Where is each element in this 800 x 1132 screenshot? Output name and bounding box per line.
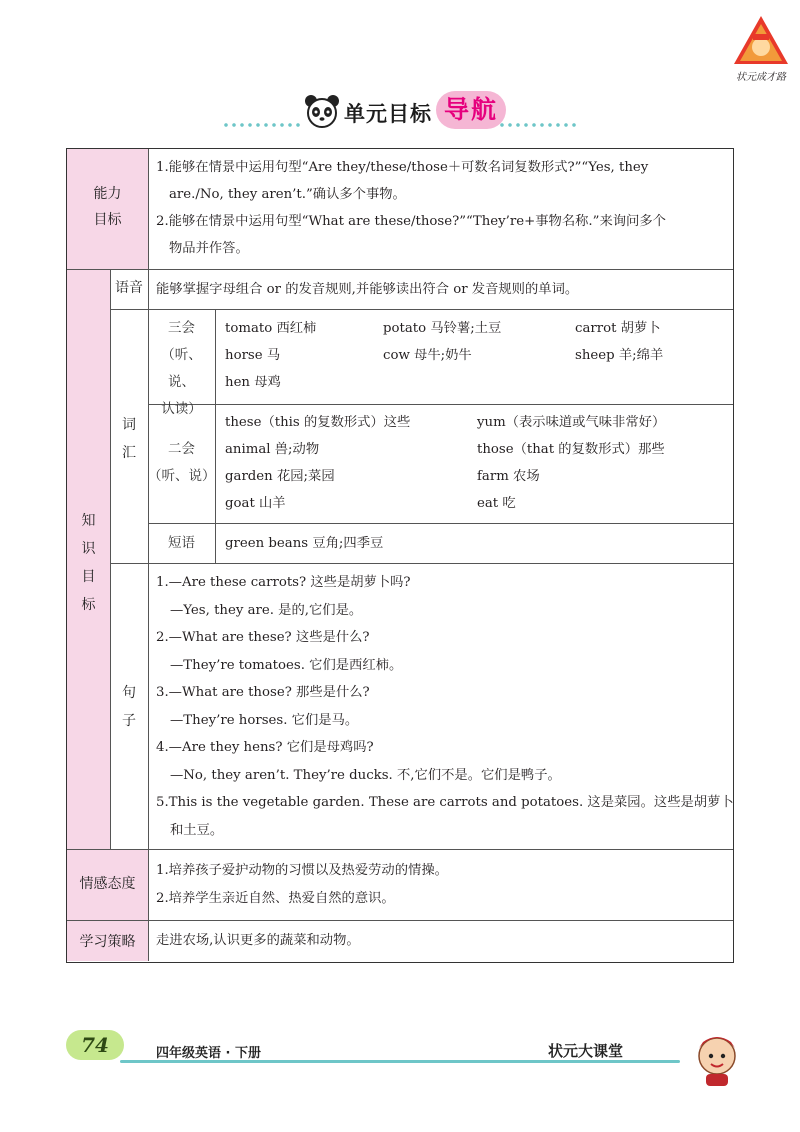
word-item: garden 花园;菜园 bbox=[225, 469, 335, 484]
word-item: eat 吃 bbox=[477, 496, 516, 511]
page-number: 74 bbox=[66, 1030, 124, 1060]
sentence-line: 5.This is the vegetable garden. These are carrots and potatoes. 这是菜园。这些是胡萝卜 bbox=[156, 795, 734, 810]
sentence-line: —No, they aren’t. They’re ducks. 不,它们不是。它们是鸭子。 bbox=[170, 767, 561, 783]
sentences-label: 句 子 bbox=[122, 685, 136, 729]
ability-line: 1.能够在情景中运用句型“Are they/these/those＋可数名词复数形式?”“Yes, they bbox=[156, 160, 649, 175]
word-item: these（this 的复数形式）这些 bbox=[225, 415, 411, 430]
word-item: cow 母牛;奶牛 bbox=[383, 348, 472, 363]
word-item: those（that 的复数形式）那些 bbox=[477, 442, 665, 457]
two-skill-label: 二会 （听、说） bbox=[148, 441, 216, 484]
attitude-label: 情感态度 bbox=[79, 876, 136, 892]
vocab-label: 词 汇 bbox=[122, 417, 136, 461]
sentence-line: 2.—What are these? 这些是什么? bbox=[156, 630, 370, 645]
word-item: goat 山羊 bbox=[225, 496, 286, 511]
three-skill-label: 三会 （听、说、 认读） bbox=[161, 320, 202, 417]
sentence-line: —Yes, they are. 是的,它们是。 bbox=[170, 602, 363, 618]
strategy-label: 学习策略 bbox=[79, 934, 136, 950]
phrases-label: 短语 bbox=[168, 535, 195, 551]
phonics-label: 语音 bbox=[115, 280, 143, 296]
phonics-text: 能够掌握字母组合 or 的发音规则,并能够读出符合 or 发音规则的单词。 bbox=[156, 282, 579, 297]
objectives-table bbox=[66, 148, 734, 963]
publisher-logo bbox=[726, 14, 796, 84]
panda-icon bbox=[304, 94, 340, 130]
sentence-line: 3.—What are those? 那些是什么? bbox=[156, 685, 370, 700]
word-item: carrot 胡萝卜 bbox=[575, 321, 661, 336]
word-item: animal 兽;动物 bbox=[225, 442, 320, 457]
sentence-line: —They’re horses. 它们是马。 bbox=[170, 712, 359, 728]
ability-line: 2.能够在情景中运用句型“What are these/those?”“They’re+事物名称.”来询问多个 bbox=[156, 214, 666, 229]
brand-name: 状元大课堂 bbox=[548, 1042, 624, 1060]
sentence-line: 和土豆。 bbox=[170, 822, 224, 838]
word-item: tomato 西红柿 bbox=[225, 321, 317, 336]
mascot-icon bbox=[684, 1026, 750, 1088]
sentence-line: —They’re tomatoes. 它们是西红柿。 bbox=[170, 657, 403, 673]
word-item: potato 马铃薯;土豆 bbox=[383, 321, 502, 336]
sentence-line: 4.—Are they hens? 它们是母鸡吗? bbox=[156, 740, 374, 755]
word-item: horse 马 bbox=[225, 348, 281, 363]
title-badge: 导航 bbox=[436, 91, 506, 129]
word-item: sheep 羊;绵羊 bbox=[575, 348, 664, 363]
dotted-decoration bbox=[222, 122, 304, 128]
ability-line: 物品并作答。 bbox=[169, 241, 249, 256]
dotted-decoration bbox=[498, 122, 580, 128]
phrase-item: green beans 豆角;四季豆 bbox=[225, 536, 384, 551]
sentence-line: 1.—Are these carrots? 这些是胡萝卜吗? bbox=[156, 575, 411, 590]
knowledge-label: 知 识 目 标 bbox=[81, 513, 96, 613]
ability-line: are./No, they aren’t.”确认多个事物。 bbox=[169, 187, 406, 202]
page-title: 单元目标 bbox=[344, 102, 432, 126]
logo-text: 状元成才路 bbox=[736, 72, 786, 83]
word-item: hen 母鸡 bbox=[225, 375, 281, 390]
strategy-text: 走进农场,认识更多的蔬菜和动物。 bbox=[156, 933, 360, 948]
word-item: yum（表示味道或气味非常好） bbox=[477, 415, 666, 430]
page-footer bbox=[0, 1026, 800, 1096]
attitude-line: 1.培养孩子爱护动物的习惯以及热爱劳动的情操。 bbox=[156, 863, 448, 878]
attitude-line: 2.培养学生亲近自然、热爱自然的意识。 bbox=[156, 891, 395, 906]
book-title: 四年级英语 · 下册 bbox=[156, 1046, 261, 1061]
word-item: farm 农场 bbox=[477, 469, 540, 484]
logo-triangle-icon bbox=[732, 14, 790, 66]
ability-label: 能力 目标 bbox=[93, 186, 122, 228]
section-title bbox=[220, 90, 580, 140]
